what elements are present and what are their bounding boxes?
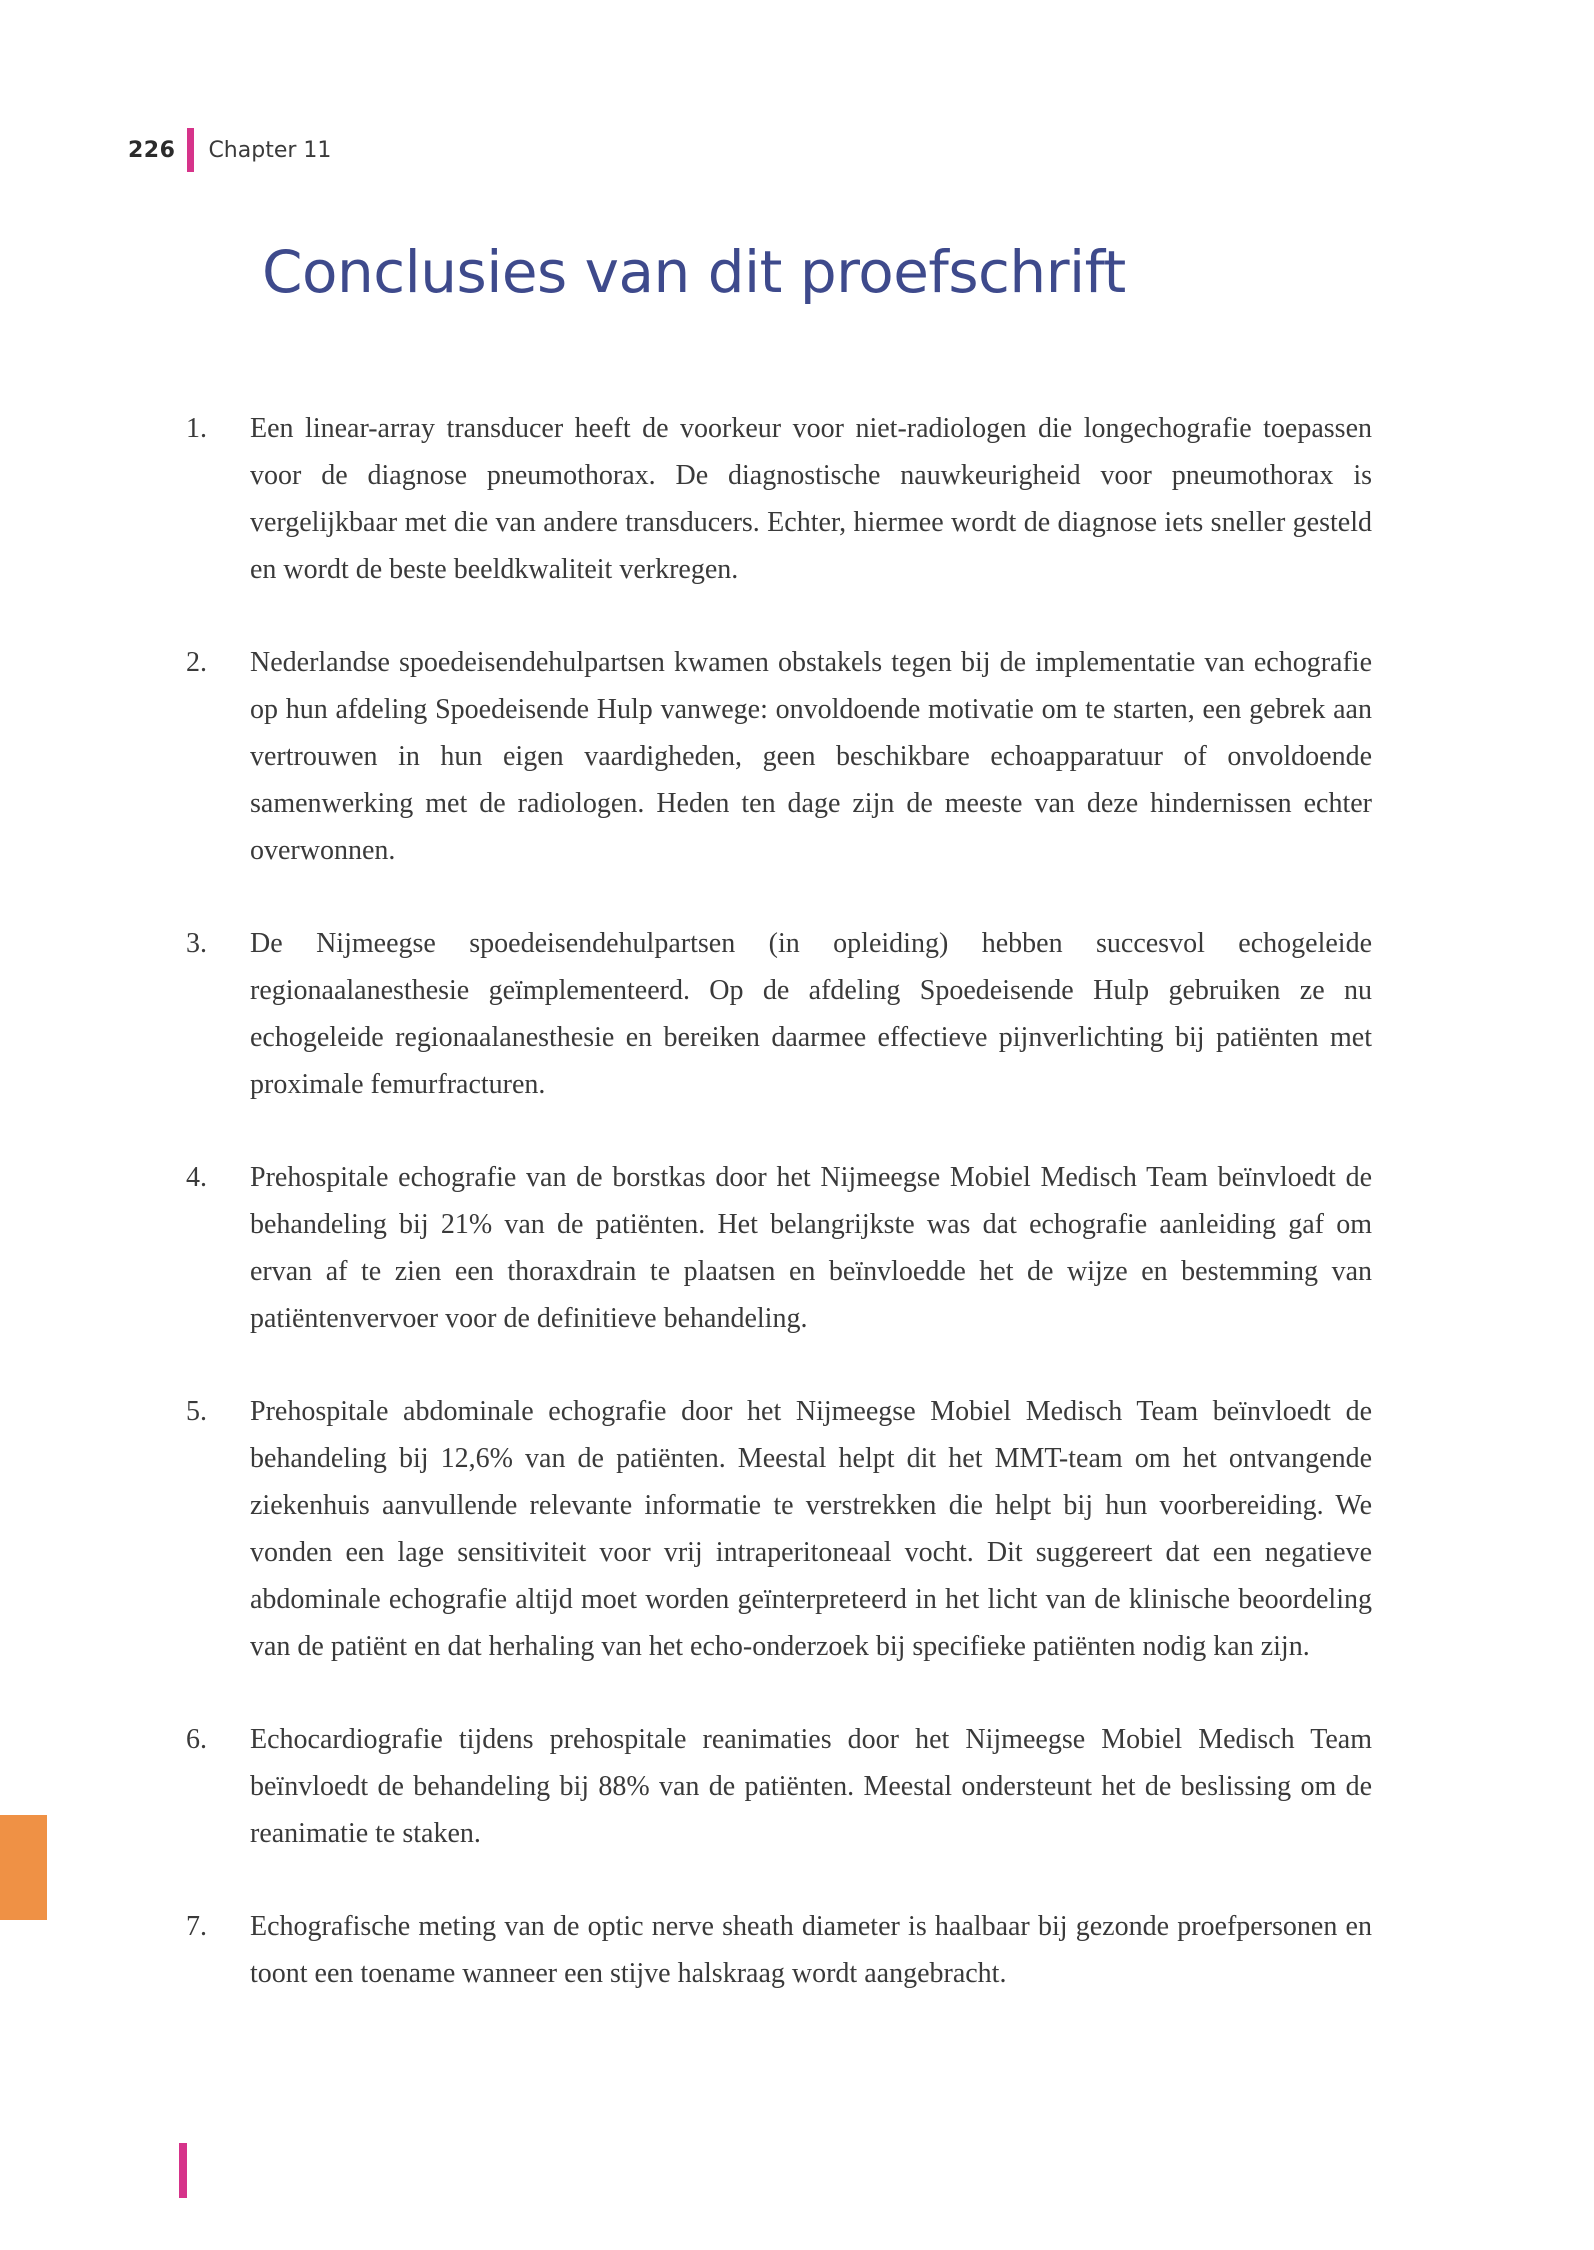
- conclusion-text: Echocardiografie tijdens prehospitale reanimaties door het Nijmeegse Mobiel Medisch Team beïnvloedt de behandeling bij 88% van de patiënten. Meestal ondersteunt het de beslissing om de reanimatie te staken.: [250, 1724, 1372, 1849]
- chapter-label: Chapter 11: [208, 137, 332, 163]
- conclusion-number: 7.: [186, 1911, 207, 1942]
- conclusion-text: Echografische meting van de optic nerve sheath diameter is haalbaar bij gezonde proefpersonen en toont een toename wanneer een stijve halskraag wordt aangebracht.: [250, 1911, 1372, 1989]
- conclusion-item-4: [186, 1154, 1372, 1342]
- conclusion-item-3: [186, 920, 1372, 1108]
- chapter-thumb-tab: [0, 1815, 47, 1920]
- conclusion-number: 4.: [186, 1162, 207, 1193]
- footer-accent-bar: [179, 2143, 187, 2198]
- running-header: [128, 128, 331, 172]
- conclusion-number: 2.: [186, 647, 207, 678]
- conclusions-list: [186, 405, 1372, 2043]
- conclusion-number: 1.: [186, 413, 207, 444]
- conclusion-number: 6.: [186, 1724, 207, 1755]
- page-title: Conclusies van dit proefschrift: [262, 238, 1126, 306]
- conclusion-item-1: [186, 405, 1372, 593]
- page-number: 226: [128, 137, 176, 163]
- conclusion-text: Een linear-array transducer heeft de voorkeur voor niet-radiologen die longechografie toepassen voor de diagnose pneumothorax. De diagnostische nauwkeurigheid voor pneumothorax is vergelijkbaar met die van andere transducers. Echter, hiermee wordt de diagnose iets sneller gesteld en wordt de beste beeldkwaliteit verkregen.: [250, 413, 1372, 585]
- conclusion-text: Nederlandse spoedeisendehulpartsen kwamen obstakels tegen bij de implementatie van echografie op hun afdeling Spoedeisende Hulp vanwege: onvoldoende motivatie om te starten, een gebrek aan vertrouwen in hun eigen vaardigheden, geen beschikbare echoapparatuur of onvoldoende samenwerking met de radiologen. Heden ten dage zijn de meeste van deze hindernissen echter overwonnen.: [250, 647, 1372, 866]
- conclusion-text: Prehospitale abdominale echografie door het Nijmeegse Mobiel Medisch Team beïnvloedt de behandeling bij 12,6% van de patiënten. Meestal helpt dit het MMT-team om het ontvangende ziekenhuis aanvullende relevante informatie te verstrekken die helpt bij hun voorbereiding. We vonden een lage sensitiviteit voor vrij intraperitoneaal vocht. Dit suggereert dat een negatieve abdominale echografie altijd moet worden geïnterpreteerd in het licht van de klinische beoordeling van de patiënt en dat herhaling van het echo-onderzoek bij specifieke patiënten nodig kan zijn.: [250, 1396, 1372, 1662]
- conclusion-item-7: [186, 1903, 1372, 1997]
- conclusion-item-2: [186, 639, 1372, 874]
- header-accent-bar: [187, 128, 194, 172]
- conclusion-item-6: [186, 1716, 1372, 1857]
- conclusion-text: De Nijmeegse spoedeisendehulpartsen (in opleiding) hebben succesvol echogeleide regionaalanesthesie geïmplementeerd. Op de afdeling Spoedeisende Hulp gebruiken ze nu echogeleide regionaalanesthesie en bereiken daarmee effectieve pijnverlichting bij patiënten met proximale femurfracturen.: [250, 928, 1372, 1100]
- conclusion-text: Prehospitale echografie van de borstkas door het Nijmeegse Mobiel Medisch Team beïnvloedt de behandeling bij 21% van de patiënten. Het belangrijkste was dat echografie aanleiding gaf om ervan af te zien een thoraxdrain te plaatsen en beïnvloedde het de wijze en bestemming van patiëntenvervoer voor de definitieve behandeling.: [250, 1162, 1372, 1334]
- conclusion-number: 3.: [186, 928, 207, 959]
- conclusion-number: 5.: [186, 1396, 207, 1427]
- conclusion-item-5: [186, 1388, 1372, 1670]
